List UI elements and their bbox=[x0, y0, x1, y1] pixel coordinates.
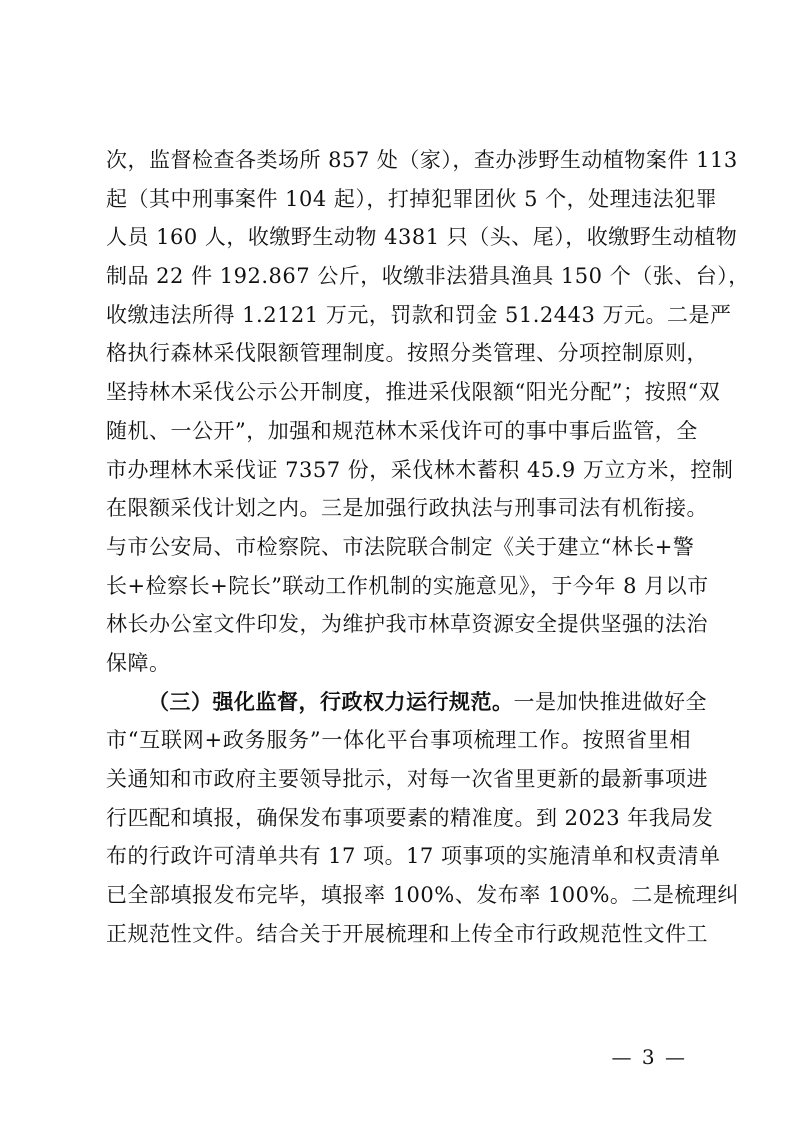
body-text bbox=[106, 141, 750, 953]
text-line: 保障。 bbox=[106, 650, 171, 675]
page-number: — 3 — bbox=[611, 1045, 687, 1069]
text-line: 与市公安局、市检察院、市法院联合制定《关于建立“林长+警 bbox=[106, 534, 695, 559]
text-line: 市“互联网+政务服务”一体化平台事项梳理工作。按照省里相 bbox=[106, 728, 691, 753]
text-line: 布的行政许可清单共有 17 项。17 项事项的实施清单和权责清单 bbox=[106, 844, 721, 869]
text-line: 次，监督检查各类场所 857 处（家），查办涉野生动植物案件 113 bbox=[106, 148, 738, 172]
text-line: 起（其中刑事案件 104 起），打掉犯罪团伙 5 个，处理违法犯罪 bbox=[106, 186, 718, 211]
text-line: 制品 22 件 192.867 公斤，收缴非法猎具渔具 150 个（张、台）， bbox=[106, 264, 750, 289]
text-line: 正规范性文件。结合关于开展梳理和上传全市行政规范性文件工 bbox=[106, 921, 708, 946]
text-line: 长+检察长+院长”联动工作机制的实施意见》，于今年 8 月以市 bbox=[106, 573, 709, 598]
text-line: 随机、一公开”，加强和规范林木采伐许可的事中事后监管，全 bbox=[106, 418, 698, 443]
text-line: 坚持林木采伐公示公开制度，推进采伐限额“阳光分配”；按照“双 bbox=[106, 380, 721, 405]
text-line: 林长办公室文件印发，为维护我市林草资源安全提供坚强的法治 bbox=[106, 612, 708, 637]
text-line: 格执行森林采伐限额管理制度。按照分类管理、分项控制原则， bbox=[106, 341, 708, 366]
text-line: 在限额采伐计划之内。三是加强行政执法与刑事司法有机衔接。 bbox=[106, 496, 708, 521]
section-heading: （三）强化监督，行政权力运行规范。 bbox=[148, 688, 514, 714]
heading-line-text: 一是加快推进做好全 bbox=[513, 689, 707, 714]
text-line: 已全部填报发布完毕，填报率 100%、发布率 100%。二是梳理纠 bbox=[106, 883, 739, 908]
text-line: 收缴违法所得 1.2121 万元，罚款和罚金 51.2443 万元。二是严 bbox=[106, 302, 732, 327]
text-line: 行匹配和填报，确保发布事项要素的精准度。到 2023 年我局发 bbox=[106, 805, 714, 830]
text-line: 市办理林木采伐证 7357 份，采伐林木蓄积 45.9 万立方米，控制 bbox=[106, 457, 734, 482]
section-heading-line bbox=[106, 683, 707, 722]
text-line: 人员 160 人，收缴野生动物 4381 只（头、尾），收缴野生动植物 bbox=[106, 225, 738, 250]
text-line: 关通知和市政府主要领导批示，对每一次省里更新的最新事项进 bbox=[106, 767, 708, 791]
